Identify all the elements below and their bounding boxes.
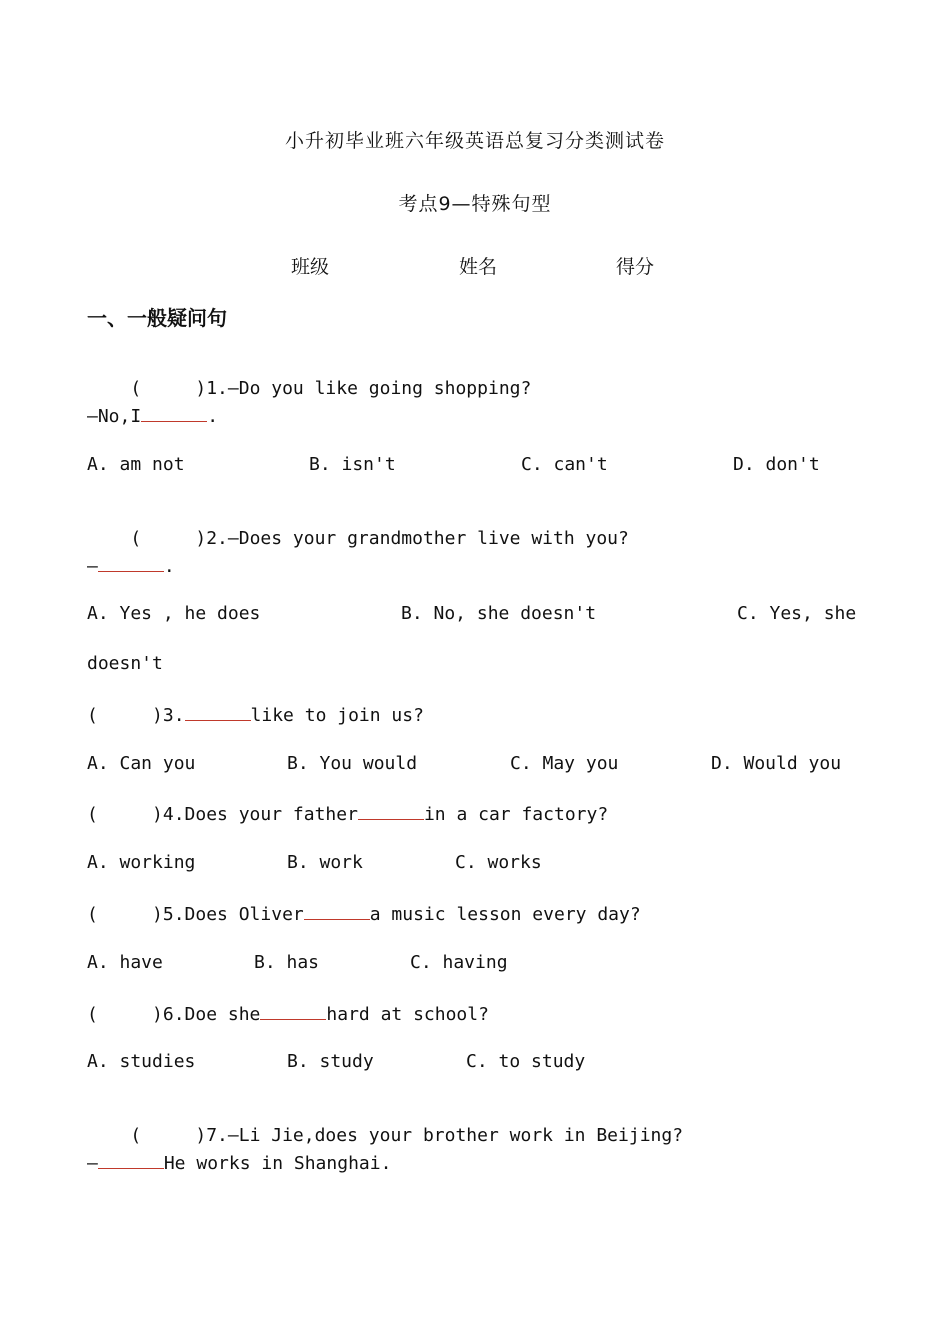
question-3-stem: [87, 702, 424, 728]
question-7-text: ( )7.—Li Jie,does your brother work in Beijing?: [130, 1125, 684, 1146]
question-4-text: ( )4.Does your father: [87, 804, 358, 825]
question-7-reply: [87, 1150, 391, 1176]
question-6-text: ( )6.Doe she: [87, 1004, 261, 1025]
question-1-option-c[interactable]: C. can't: [521, 454, 608, 475]
question-3-option-d[interactable]: D. Would you: [711, 753, 842, 774]
question-1-option-b[interactable]: B. isn't: [309, 454, 396, 475]
question-1-text: ( )1.—Do you like going shopping?: [130, 378, 532, 399]
question-5-option-c[interactable]: C. having: [410, 952, 508, 973]
question-6-option-a[interactable]: A. studies: [87, 1051, 196, 1072]
question-6-option-c[interactable]: C. to study: [466, 1051, 586, 1072]
reply-text: He works in Shanghai.: [163, 1153, 392, 1174]
question-4-option-b[interactable]: B. work: [287, 852, 363, 873]
question-3-option-c[interactable]: C. May you: [510, 753, 619, 774]
reply-text: —: [87, 1153, 98, 1174]
page-title: 小升初毕业班六年级英语总复习分类测试卷: [284, 130, 665, 152]
question-5-text-after: a music lesson every day?: [369, 904, 641, 925]
class-label: 班级: [291, 256, 330, 278]
question-2-option-b[interactable]: B. No, she doesn't: [401, 603, 597, 624]
score-label: 得分: [616, 256, 655, 278]
reply-text: .: [163, 556, 175, 577]
question-3-option-b[interactable]: B. You would: [287, 753, 418, 774]
answer-blank[interactable]: [260, 1001, 326, 1020]
question-3-text-after: like to join us?: [250, 705, 424, 726]
question-5-text: ( )5.Does Oliver: [87, 904, 304, 925]
question-2-reply: [87, 553, 175, 579]
answer-blank[interactable]: [98, 553, 164, 572]
answer-blank[interactable]: [98, 1150, 164, 1169]
answer-blank[interactable]: [358, 801, 424, 820]
page-subtitle: 考点9—特殊句型: [398, 193, 552, 215]
question-2-option-c[interactable]: C. Yes, she: [737, 603, 857, 624]
answer-blank[interactable]: [185, 702, 251, 721]
reply-text: .: [207, 406, 219, 427]
question-1-reply: [87, 403, 218, 429]
question-4-option-c[interactable]: C. works: [455, 852, 542, 873]
question-5-option-b[interactable]: B. has: [254, 952, 320, 973]
question-3-text: ( )3.: [87, 705, 185, 726]
question-1-option-d[interactable]: D. don't: [733, 454, 820, 475]
question-6-option-b[interactable]: B. study: [287, 1051, 374, 1072]
reply-text: —No,I: [87, 406, 142, 427]
question-2-option-c-wrap: doesn't: [87, 653, 163, 674]
answer-blank[interactable]: [141, 403, 207, 422]
question-4-option-a[interactable]: A. working: [87, 852, 196, 873]
question-5-stem: [87, 901, 641, 927]
question-5-option-a[interactable]: A. have: [87, 952, 163, 973]
reply-text: —: [87, 556, 98, 577]
question-3-option-a[interactable]: A. Can you: [87, 753, 196, 774]
question-2-option-a[interactable]: A. Yes , he does: [87, 603, 261, 624]
answer-blank[interactable]: [304, 901, 370, 920]
question-1-option-a[interactable]: A. am not: [87, 454, 185, 475]
question-4-text-after: in a car factory?: [423, 804, 609, 825]
question-4-stem: [87, 801, 608, 827]
question-2-text: ( )2.—Does your grandmother live with you?: [130, 528, 629, 549]
question-6-text-after: hard at school?: [326, 1004, 489, 1025]
section-title: 一、一般疑问句: [87, 306, 227, 330]
name-label: 姓名: [459, 256, 498, 278]
question-6-stem: [87, 1001, 489, 1027]
